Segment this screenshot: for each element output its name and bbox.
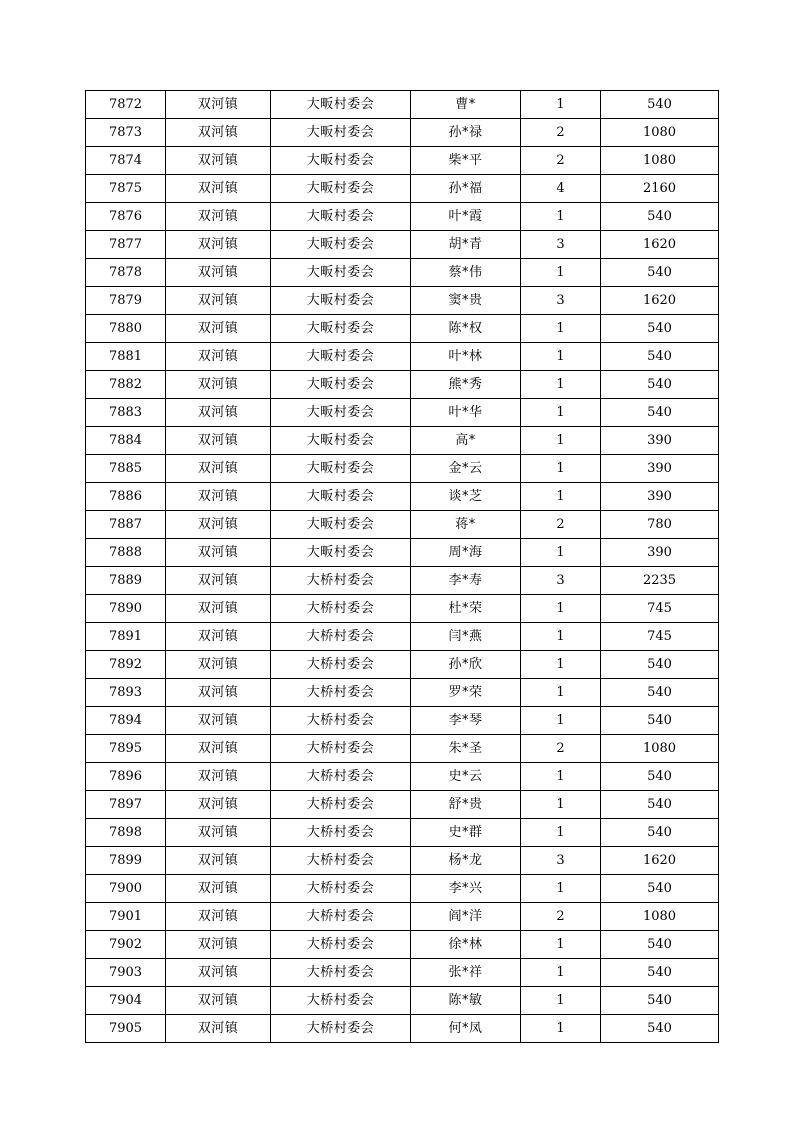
- cell-name: 蔡*伟: [411, 259, 521, 287]
- cell-town: 双河镇: [166, 427, 271, 455]
- cell-name: 蒋*: [411, 511, 521, 539]
- cell-village: 大畈村委会: [271, 231, 411, 259]
- cell-amount: 2235: [601, 567, 719, 595]
- cell-name: 史*云: [411, 763, 521, 791]
- cell-count: 1: [521, 651, 601, 679]
- cell-name: 叶*华: [411, 399, 521, 427]
- cell-id: 7891: [86, 623, 166, 651]
- cell-name: 谈*芝: [411, 483, 521, 511]
- cell-town: 双河镇: [166, 987, 271, 1015]
- cell-count: 1: [521, 1015, 601, 1043]
- cell-count: 1: [521, 539, 601, 567]
- cell-id: 7886: [86, 483, 166, 511]
- cell-amount: 540: [601, 707, 719, 735]
- cell-count: 1: [521, 483, 601, 511]
- cell-town: 双河镇: [166, 511, 271, 539]
- cell-amount: 1080: [601, 735, 719, 763]
- cell-id: 7878: [86, 259, 166, 287]
- cell-amount: 1080: [601, 147, 719, 175]
- cell-count: 1: [521, 371, 601, 399]
- cell-amount: 390: [601, 539, 719, 567]
- cell-count: 3: [521, 847, 601, 875]
- cell-amount: 390: [601, 455, 719, 483]
- cell-id: 7875: [86, 175, 166, 203]
- cell-id: 7873: [86, 119, 166, 147]
- cell-town: 双河镇: [166, 119, 271, 147]
- table-row: [86, 735, 719, 763]
- cell-count: 1: [521, 875, 601, 903]
- cell-count: 1: [521, 707, 601, 735]
- cell-id: 7901: [86, 903, 166, 931]
- cell-count: 2: [521, 903, 601, 931]
- cell-id: 7876: [86, 203, 166, 231]
- cell-name: 张*祥: [411, 959, 521, 987]
- cell-town: 双河镇: [166, 483, 271, 511]
- cell-id: 7872: [86, 91, 166, 119]
- cell-count: 2: [521, 119, 601, 147]
- cell-id: 7900: [86, 875, 166, 903]
- cell-town: 双河镇: [166, 203, 271, 231]
- cell-name: 徐*林: [411, 931, 521, 959]
- table-row: [86, 231, 719, 259]
- table-row: [86, 455, 719, 483]
- cell-id: 7899: [86, 847, 166, 875]
- cell-amount: 390: [601, 483, 719, 511]
- table-row: [86, 987, 719, 1015]
- cell-town: 双河镇: [166, 91, 271, 119]
- cell-amount: 1080: [601, 903, 719, 931]
- cell-count: 1: [521, 315, 601, 343]
- cell-village: 大畈村委会: [271, 259, 411, 287]
- cell-count: 1: [521, 595, 601, 623]
- cell-name: 朱*圣: [411, 735, 521, 763]
- cell-count: 1: [521, 343, 601, 371]
- cell-town: 双河镇: [166, 791, 271, 819]
- cell-amount: 745: [601, 595, 719, 623]
- cell-town: 双河镇: [166, 343, 271, 371]
- cell-amount: 1620: [601, 287, 719, 315]
- cell-amount: 540: [601, 1015, 719, 1043]
- table-row: [86, 315, 719, 343]
- cell-name: 高*: [411, 427, 521, 455]
- table-row: [86, 1015, 719, 1043]
- table-row: [86, 847, 719, 875]
- cell-village: 大桥村委会: [271, 847, 411, 875]
- cell-id: 7902: [86, 931, 166, 959]
- cell-village: 大桥村委会: [271, 903, 411, 931]
- cell-town: 双河镇: [166, 147, 271, 175]
- cell-village: 大畈村委会: [271, 539, 411, 567]
- cell-id: 7890: [86, 595, 166, 623]
- cell-amount: 540: [601, 819, 719, 847]
- cell-name: 罗*荣: [411, 679, 521, 707]
- cell-id: 7877: [86, 231, 166, 259]
- cell-town: 双河镇: [166, 735, 271, 763]
- table-row: [86, 539, 719, 567]
- table-row: [86, 819, 719, 847]
- cell-amount: 780: [601, 511, 719, 539]
- cell-amount: 540: [601, 91, 719, 119]
- cell-amount: 1080: [601, 119, 719, 147]
- table-row: [86, 875, 719, 903]
- cell-amount: 540: [601, 931, 719, 959]
- cell-id: 7893: [86, 679, 166, 707]
- cell-count: 3: [521, 287, 601, 315]
- cell-town: 双河镇: [166, 175, 271, 203]
- cell-name: 史*群: [411, 819, 521, 847]
- table-row: [86, 483, 719, 511]
- cell-town: 双河镇: [166, 623, 271, 651]
- cell-count: 1: [521, 623, 601, 651]
- cell-town: 双河镇: [166, 959, 271, 987]
- table-row: [86, 259, 719, 287]
- cell-amount: 540: [601, 259, 719, 287]
- cell-count: 2: [521, 511, 601, 539]
- cell-town: 双河镇: [166, 847, 271, 875]
- cell-count: 1: [521, 203, 601, 231]
- cell-amount: 540: [601, 371, 719, 399]
- cell-name: 李*琴: [411, 707, 521, 735]
- cell-name: 陈*权: [411, 315, 521, 343]
- cell-amount: 540: [601, 987, 719, 1015]
- cell-name: 叶*林: [411, 343, 521, 371]
- cell-name: 何*凤: [411, 1015, 521, 1043]
- table-row: [86, 511, 719, 539]
- table-row: [86, 931, 719, 959]
- cell-town: 双河镇: [166, 371, 271, 399]
- cell-count: 1: [521, 791, 601, 819]
- table-row: [86, 791, 719, 819]
- cell-amount: 540: [601, 651, 719, 679]
- cell-name: 孙*欣: [411, 651, 521, 679]
- cell-name: 李*寿: [411, 567, 521, 595]
- cell-name: 李*兴: [411, 875, 521, 903]
- cell-village: 大桥村委会: [271, 1015, 411, 1043]
- cell-town: 双河镇: [166, 931, 271, 959]
- cell-town: 双河镇: [166, 315, 271, 343]
- cell-village: 大畈村委会: [271, 427, 411, 455]
- cell-village: 大畈村委会: [271, 175, 411, 203]
- cell-id: 7897: [86, 791, 166, 819]
- cell-id: 7885: [86, 455, 166, 483]
- cell-amount: 1620: [601, 847, 719, 875]
- table-row: [86, 679, 719, 707]
- cell-name: 熊*秀: [411, 371, 521, 399]
- subsidy-table: [85, 90, 719, 1043]
- cell-town: 双河镇: [166, 595, 271, 623]
- cell-id: 7883: [86, 399, 166, 427]
- table-row: [86, 147, 719, 175]
- cell-count: 2: [521, 735, 601, 763]
- table-row: [86, 119, 719, 147]
- cell-id: 7888: [86, 539, 166, 567]
- table-row: [86, 707, 719, 735]
- cell-name: 柴*平: [411, 147, 521, 175]
- cell-town: 双河镇: [166, 1015, 271, 1043]
- table-row: [86, 175, 719, 203]
- cell-town: 双河镇: [166, 875, 271, 903]
- cell-name: 周*海: [411, 539, 521, 567]
- cell-amount: 540: [601, 875, 719, 903]
- cell-village: 大桥村委会: [271, 959, 411, 987]
- cell-village: 大畈村委会: [271, 511, 411, 539]
- cell-village: 大桥村委会: [271, 819, 411, 847]
- cell-village: 大桥村委会: [271, 623, 411, 651]
- cell-id: 7895: [86, 735, 166, 763]
- cell-count: 1: [521, 763, 601, 791]
- cell-id: 7904: [86, 987, 166, 1015]
- cell-village: 大桥村委会: [271, 567, 411, 595]
- cell-village: 大桥村委会: [271, 679, 411, 707]
- cell-town: 双河镇: [166, 259, 271, 287]
- cell-count: 1: [521, 679, 601, 707]
- cell-town: 双河镇: [166, 651, 271, 679]
- table-row: [86, 959, 719, 987]
- table-row: [86, 567, 719, 595]
- cell-amount: 390: [601, 427, 719, 455]
- cell-name: 胡*青: [411, 231, 521, 259]
- cell-count: 1: [521, 987, 601, 1015]
- cell-village: 大桥村委会: [271, 931, 411, 959]
- table-row: [86, 399, 719, 427]
- cell-village: 大畈村委会: [271, 91, 411, 119]
- cell-village: 大桥村委会: [271, 707, 411, 735]
- cell-village: 大畈村委会: [271, 455, 411, 483]
- cell-count: 1: [521, 399, 601, 427]
- cell-name: 舒*贵: [411, 791, 521, 819]
- cell-amount: 540: [601, 791, 719, 819]
- cell-name: 陈*敏: [411, 987, 521, 1015]
- cell-id: 7896: [86, 763, 166, 791]
- cell-town: 双河镇: [166, 231, 271, 259]
- cell-town: 双河镇: [166, 567, 271, 595]
- table-row: [86, 203, 719, 231]
- cell-count: 3: [521, 231, 601, 259]
- cell-id: 7887: [86, 511, 166, 539]
- cell-town: 双河镇: [166, 707, 271, 735]
- table-row: [86, 595, 719, 623]
- cell-village: 大桥村委会: [271, 763, 411, 791]
- cell-id: 7874: [86, 147, 166, 175]
- cell-id: 7889: [86, 567, 166, 595]
- cell-count: 4: [521, 175, 601, 203]
- cell-amount: 540: [601, 959, 719, 987]
- cell-id: 7879: [86, 287, 166, 315]
- cell-id: 7903: [86, 959, 166, 987]
- cell-id: 7898: [86, 819, 166, 847]
- table-row: [86, 623, 719, 651]
- table-row: [86, 91, 719, 119]
- cell-count: 1: [521, 91, 601, 119]
- cell-town: 双河镇: [166, 763, 271, 791]
- cell-village: 大桥村委会: [271, 595, 411, 623]
- cell-village: 大畈村委会: [271, 399, 411, 427]
- table-row: [86, 343, 719, 371]
- cell-town: 双河镇: [166, 903, 271, 931]
- cell-amount: 540: [601, 763, 719, 791]
- table-row: [86, 371, 719, 399]
- cell-count: 1: [521, 427, 601, 455]
- cell-name: 叶*霞: [411, 203, 521, 231]
- cell-amount: 540: [601, 203, 719, 231]
- cell-amount: 540: [601, 315, 719, 343]
- cell-id: 7881: [86, 343, 166, 371]
- cell-name: 杨*龙: [411, 847, 521, 875]
- cell-name: 曹*: [411, 91, 521, 119]
- cell-id: 7882: [86, 371, 166, 399]
- cell-name: 孙*禄: [411, 119, 521, 147]
- cell-town: 双河镇: [166, 539, 271, 567]
- cell-town: 双河镇: [166, 287, 271, 315]
- cell-amount: 1620: [601, 231, 719, 259]
- cell-town: 双河镇: [166, 819, 271, 847]
- cell-amount: 2160: [601, 175, 719, 203]
- cell-town: 双河镇: [166, 399, 271, 427]
- cell-count: 3: [521, 567, 601, 595]
- table-row: [86, 651, 719, 679]
- cell-id: 7892: [86, 651, 166, 679]
- cell-id: 7905: [86, 1015, 166, 1043]
- cell-village: 大畈村委会: [271, 483, 411, 511]
- cell-amount: 540: [601, 679, 719, 707]
- cell-village: 大畈村委会: [271, 147, 411, 175]
- cell-amount: 745: [601, 623, 719, 651]
- cell-village: 大桥村委会: [271, 791, 411, 819]
- cell-name: 孙*福: [411, 175, 521, 203]
- cell-village: 大畈村委会: [271, 287, 411, 315]
- cell-village: 大桥村委会: [271, 651, 411, 679]
- cell-town: 双河镇: [166, 455, 271, 483]
- table-row: [86, 427, 719, 455]
- cell-count: 1: [521, 959, 601, 987]
- cell-count: 1: [521, 259, 601, 287]
- cell-name: 闫*燕: [411, 623, 521, 651]
- cell-name: 阎*洋: [411, 903, 521, 931]
- cell-village: 大桥村委会: [271, 875, 411, 903]
- table-row: [86, 903, 719, 931]
- cell-village: 大畈村委会: [271, 315, 411, 343]
- cell-count: 2: [521, 147, 601, 175]
- cell-amount: 540: [601, 343, 719, 371]
- cell-village: 大畈村委会: [271, 371, 411, 399]
- cell-village: 大畈村委会: [271, 343, 411, 371]
- table-row: [86, 287, 719, 315]
- cell-id: 7894: [86, 707, 166, 735]
- cell-village: 大桥村委会: [271, 987, 411, 1015]
- cell-village: 大畈村委会: [271, 119, 411, 147]
- cell-id: 7884: [86, 427, 166, 455]
- cell-amount: 540: [601, 399, 719, 427]
- cell-name: 金*云: [411, 455, 521, 483]
- cell-village: 大畈村委会: [271, 203, 411, 231]
- cell-count: 1: [521, 931, 601, 959]
- cell-count: 1: [521, 819, 601, 847]
- cell-name: 窦*贵: [411, 287, 521, 315]
- cell-name: 杜*荣: [411, 595, 521, 623]
- cell-village: 大桥村委会: [271, 735, 411, 763]
- cell-town: 双河镇: [166, 679, 271, 707]
- cell-count: 1: [521, 455, 601, 483]
- cell-id: 7880: [86, 315, 166, 343]
- table-row: [86, 763, 719, 791]
- table-body: [86, 91, 719, 1043]
